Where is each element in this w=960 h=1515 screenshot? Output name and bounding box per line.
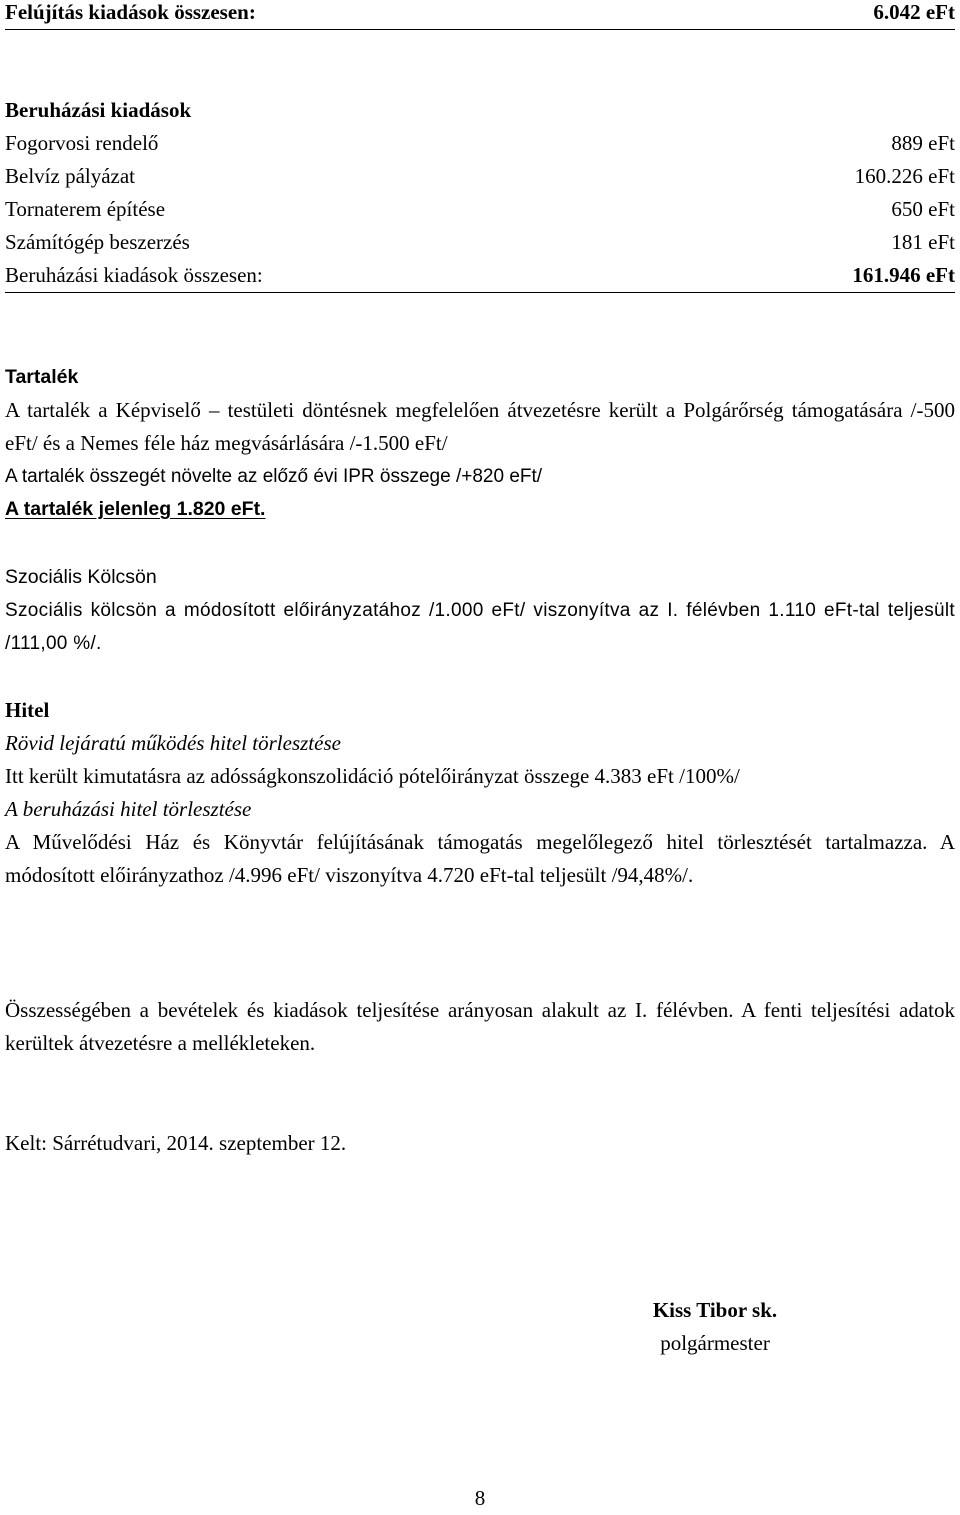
investment-item-value: 889 eFt	[891, 131, 955, 155]
signature-name: Kiss Tibor sk.	[652, 1298, 778, 1322]
date-section	[5, 1127, 955, 1160]
signature-block	[635, 1294, 795, 1360]
investment-title	[5, 94, 955, 127]
summary-section	[5, 994, 955, 1060]
investment-total-row	[5, 259, 955, 293]
investment-item	[5, 193, 955, 226]
investment-section	[5, 94, 955, 293]
reserve-line-3: A tartalék jelenleg 1.820 eFt.	[5, 498, 266, 520]
social-loan-section	[5, 561, 955, 660]
loan-title: Hitel	[5, 698, 50, 722]
summary-text: Összességében a bevételek és kiadások teljesítése arányosan alakult az I. félévben. A fenti teljesítési adatok kerültek átvezetésre a mellékleteken.	[5, 998, 955, 1055]
investment-item-label: Fogorvosi rendelő	[5, 131, 159, 155]
investment-item	[5, 226, 955, 259]
date-line: Kelt: Sárrétudvari, 2014. szeptember 12.	[5, 1131, 347, 1155]
investment-total-value: 161.946 eFt	[852, 263, 955, 287]
signature-title: polgármester	[660, 1331, 770, 1355]
reserve-section	[5, 361, 955, 526]
reserve-title: Tartalék	[5, 366, 79, 388]
social-loan-text: Szociális kölcsön a módosított előirányzatához /1.000 eFt/ viszonyítva az I. félévben 1.110 eFt-tal teljesült /111,00 %/.	[5, 600, 955, 654]
investment-item-value: 650 eFt	[891, 197, 955, 221]
social-loan-title: Szociális Kölcsön	[5, 566, 157, 588]
investment-item-value: 181 eFt	[891, 230, 955, 254]
loan-subtitle-investment: A beruházási hitel törlesztése	[5, 797, 252, 821]
investment-item-label: Számítógép beszerzés	[5, 230, 190, 254]
loan-subtitle-short-term: Rövid lejáratú működés hitel törlesztése	[5, 731, 341, 755]
loan-section	[5, 694, 955, 892]
investment-item-label: Tornaterem építése	[5, 197, 166, 221]
page-number: 8	[474, 1486, 486, 1510]
reserve-line-2: A tartalék összegét növelte az előző évi IPR összege /+820 eFt/	[5, 466, 543, 487]
investment-item	[5, 127, 955, 160]
reserve-line-1: A tartalék a Képviselő – testületi döntésnek megfelelően átvezetésre került a Polgárőrség támogatására /-500 eFt/ és a Nemes féle ház megvásárlására /-1.500 eFt/	[5, 398, 955, 455]
investment-title-text: Beruházási kiadások	[5, 98, 192, 122]
loan-text-short-term: Itt került kimutatásra az adósságkonszolidáció pótelőirányzat összege 4.383 eFt /100%/	[5, 764, 740, 788]
renovation-total-label: Felújítás kiadások összesen:	[5, 0, 256, 24]
renovation-total-row	[5, 0, 955, 30]
investment-item-value: 160.226 eFt	[854, 164, 955, 188]
investment-item	[5, 160, 955, 193]
loan-text-investment: A Művelődési Ház és Könyvtár felújításának támogatás megelőlegező hitel törlesztését tartalmazza. A módosított előirányzathoz /4.996 eFt/ viszonyítva 4.720 eFt-tal teljesült /94,48%/.	[5, 830, 955, 887]
document-page	[5, 0, 955, 1509]
renovation-total-value: 6.042 eFt	[873, 0, 955, 24]
investment-total-label: Beruházási kiadások összesen:	[5, 263, 263, 287]
investment-item-label: Belvíz pályázat	[5, 164, 136, 188]
